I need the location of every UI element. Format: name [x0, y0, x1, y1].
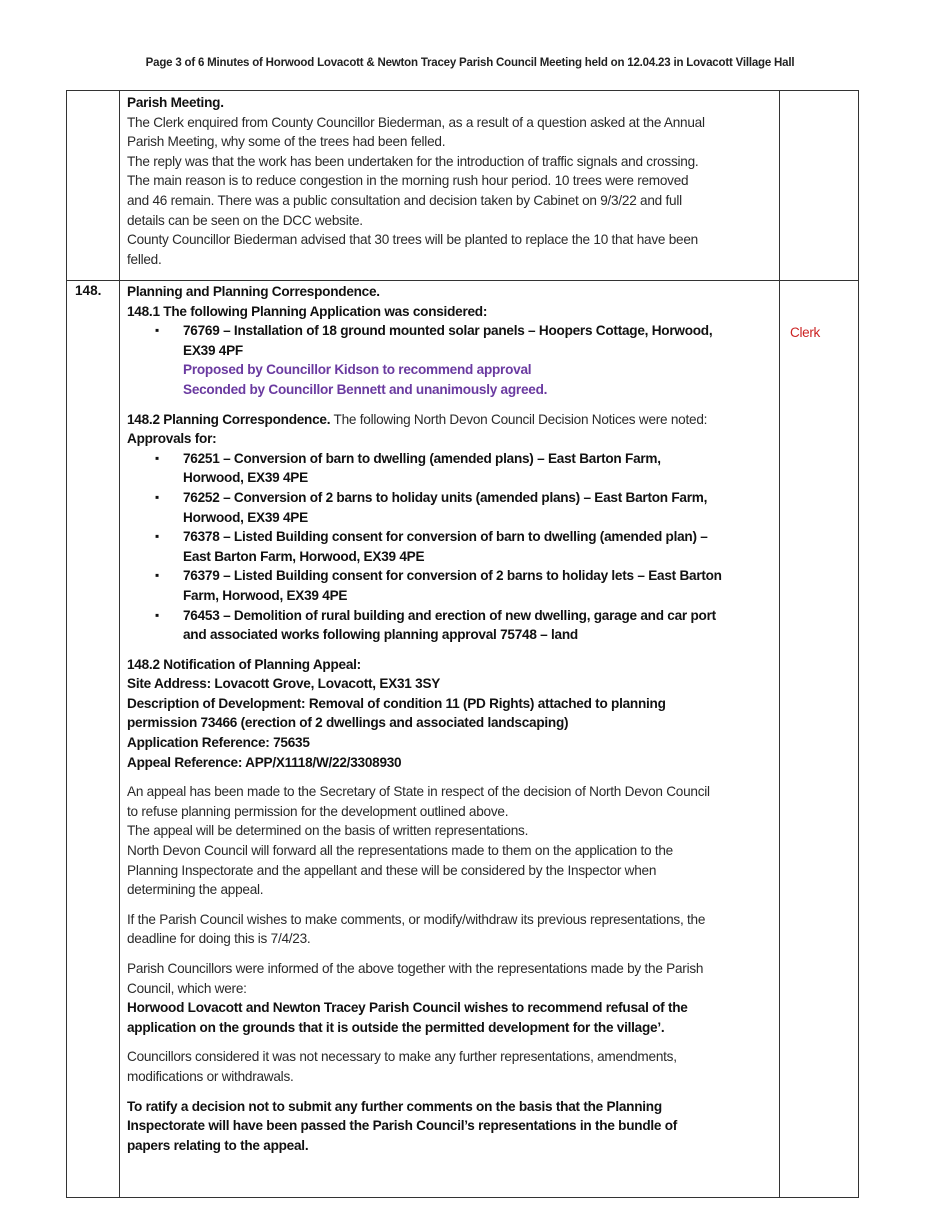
councillors-paragraph: [127, 1047, 779, 1086]
paragraph-line: County Councillor Biederman advised that 30 trees will be planted to replace the 10 that have been: [127, 232, 698, 248]
paragraph-line: Parish Meeting, why some of the trees had been felled.: [127, 134, 446, 150]
appeal-line: Description of Development: Removal of condition 11 (PD Rights) attached to planning: [127, 695, 666, 711]
approval-line: East Barton Farm, Horwood, EX39 4PE: [183, 548, 425, 564]
appeal-notification: [127, 655, 779, 773]
column-divider-right: [779, 91, 780, 1197]
list-item: [127, 527, 779, 566]
paragraph-line: to refuse planning permission for the development outlined above.: [127, 803, 509, 819]
paragraph-line: The Clerk enquired from County Councillor Biederman, as a result of a question asked at the Annual: [127, 114, 705, 130]
subsection-heading-2: [127, 410, 779, 430]
approvals-label: Approvals for:: [127, 431, 217, 447]
approval-line: ▪ 76252 – Conversion of 2 barns to holiday units (amended plans) – East Barton Farm,: [183, 489, 708, 505]
approval-line: ▪ 76378 – Listed Building consent for conversion of barn to dwelling (amended plan) –: [183, 529, 708, 545]
proposed-line: Proposed by Councillor Kidson to recommend approval: [183, 362, 532, 378]
application-list: [127, 321, 779, 360]
resolution-paragraph: [127, 1097, 779, 1156]
paragraph-line: To ratify a decision not to submit any further comments on the basis that the Planning: [127, 1098, 662, 1114]
appeal-line: Appeal Reference: APP/X1118/W/22/3308930: [127, 754, 402, 770]
paragraph-line: deadline for doing this is 7/4/23.: [127, 931, 311, 947]
approval-line: ▪ 76453 – Demolition of rural building and erection of new dwelling, garage and car port: [183, 607, 716, 623]
section-title: Parish Meeting.: [127, 95, 224, 110]
appeal-line: 148.2 Notification of Planning Appeal:: [127, 656, 361, 672]
list-item: [127, 566, 779, 605]
paragraph-line: Horwood Lovacott and Newton Tracey Parish Council wishes to recommend refusal of the: [127, 1000, 688, 1016]
list-item: [127, 488, 779, 527]
paragraph-line: Council, which were:: [127, 980, 247, 996]
action-owner: Clerk: [790, 325, 821, 340]
list-item: [127, 606, 779, 645]
parish-meeting-section: [127, 93, 777, 269]
section-title: Planning and Planning Correspondence.: [127, 284, 380, 299]
paragraph-line: modifications or withdrawals.: [127, 1068, 294, 1084]
seconded-line: Seconded by Councillor Bennett and unanimously agreed.: [183, 381, 548, 397]
item-number: 148.: [75, 283, 102, 298]
approval-line: ▪ 76379 – Listed Building consent for conversion of 2 barns to holiday lets – East Barton: [183, 568, 722, 584]
approval-line: and associated works following planning approval 75748 – land: [183, 627, 578, 643]
paragraph-line: papers relating to the appeal.: [127, 1137, 309, 1153]
planning-section: [127, 282, 779, 1155]
paragraph-line: An appeal has been made to the Secretary of State in respect of the decision of North Devon Council: [127, 784, 710, 800]
approval-line: Horwood, EX39 4PE: [183, 509, 308, 525]
column-divider-left: [119, 91, 120, 1197]
minutes-table: [66, 90, 859, 1198]
approval-line: Horwood, EX39 4PE: [183, 470, 308, 486]
subsection-heading: 148.1 The following Planning Application was considered:: [127, 303, 488, 319]
application-line: EX39 4PF: [183, 342, 243, 358]
deadline-paragraph: [127, 910, 779, 949]
list-item: [127, 321, 779, 360]
paragraph-line: The reply was that the work has been undertaken for the introduction of traffic signals and crossing.: [127, 153, 699, 169]
paragraph-line: Planning Inspectorate and the appellant and these will be considered by the Inspector when: [127, 862, 657, 878]
paragraph-line: North Devon Council will forward all the representations made to them on the application to the: [127, 843, 673, 859]
paragraph-line: felled.: [127, 251, 162, 267]
approval-line: Farm, Horwood, EX39 4PE: [183, 587, 348, 603]
page-header: Page 3 of 6 Minutes of Horwood Lovacott & Newton Tracey Parish Council Meeting held on 12.04.23 in Lovacott Village Hall: [145, 57, 795, 69]
appeal-paragraph: [127, 782, 779, 900]
paragraph-line: Parish Councillors were informed of the above together with the representations made by the Parish: [127, 961, 704, 976]
appeal-line: permission 73466 (erection of 2 dwellings and associated landscaping): [127, 715, 569, 731]
row-divider: [67, 280, 858, 281]
paragraph-line: The main reason is to reduce congestion in the morning rush hour period. 10 trees were removed: [127, 173, 689, 189]
representations-paragraph: [127, 959, 779, 1037]
application-line: ▪ 76769 – Installation of 18 ground mounted solar panels – Hoopers Cottage, Horwood,: [183, 323, 713, 339]
appeal-line: Site Address: Lovacott Grove, Lovacott, EX31 3SY: [127, 676, 441, 692]
approvals-list: [127, 449, 779, 645]
paragraph-line: If the Parish Council wishes to make comments, or modify/withdraw its previous representations, the: [127, 911, 706, 927]
list-item: [127, 449, 779, 488]
paragraph-line: and 46 remain. There was a public consultation and decision taken by Cabinet on 9/3/22 and full: [127, 192, 682, 208]
paragraph-line: Councillors considered it was not necessary to make any further representations, amendments,: [127, 1049, 677, 1065]
paragraph-line: The appeal will be determined on the basis of written representations.: [127, 823, 529, 839]
subsection-heading-text: The following North Devon Council Decision Notices were noted:: [330, 411, 708, 427]
paragraph-line: application on the grounds that it is outside the permitted development for the village’.: [127, 1019, 665, 1035]
appeal-line: Application Reference: 75635: [127, 735, 310, 751]
approval-line: ▪ 76251 – Conversion of barn to dwelling (amended plans) – East Barton Farm,: [183, 450, 661, 466]
paragraph-line: details can be seen on the DCC website.: [127, 212, 363, 228]
paragraph-line: determining the appeal.: [127, 882, 264, 898]
paragraph-line: Inspectorate will have been passed the Parish Council’s representations in the bundle of: [127, 1118, 678, 1134]
subsection-heading-bold: 148.2 Planning Correspondence.: [127, 411, 331, 427]
